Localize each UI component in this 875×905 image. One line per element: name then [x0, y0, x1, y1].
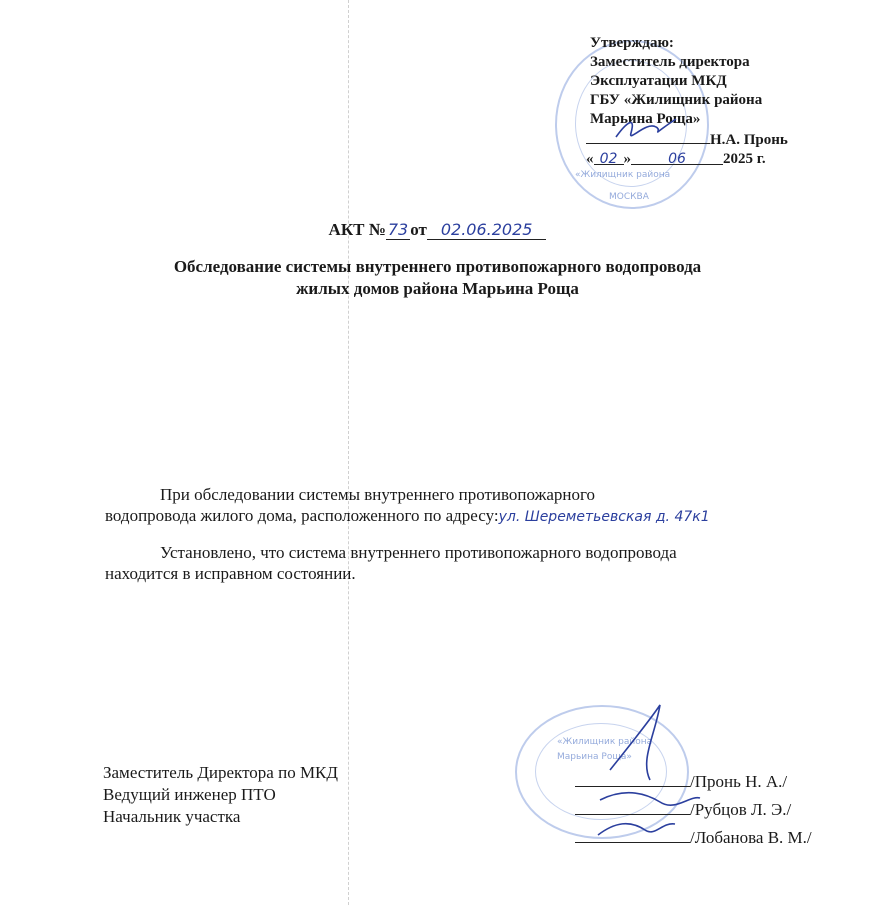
body-para2-line1: Установлено, что система внутреннего противопожарного водопровода [160, 543, 677, 562]
signer-row [575, 796, 812, 824]
signer-row [575, 824, 812, 852]
stamp-top-city: МОСКВА [609, 192, 649, 202]
signer-names [575, 768, 812, 852]
body-para1-line1: При обследовании системы внутреннего противопожарного [160, 485, 596, 504]
signature-line [575, 772, 690, 787]
signer-positions [103, 762, 338, 828]
act-from: от [410, 220, 427, 239]
act-prefix: АКТ № [328, 220, 386, 239]
approval-signature-line [586, 129, 710, 144]
signature-line [575, 800, 690, 815]
signer-position: Начальник участка [103, 807, 241, 826]
approval-signer-name: Н.А. Пронь [710, 132, 788, 148]
body-para1-line2 [105, 505, 845, 528]
act-subject [0, 256, 875, 300]
fold-line [348, 0, 349, 905]
body-address: ул. Шереметьевская д. 47к1 [498, 509, 710, 525]
signer-row [575, 768, 812, 796]
paragraph-gap [105, 528, 845, 542]
approval-date-row: « 02 » 06 2025 г. [586, 151, 766, 167]
approval-month: 06 [631, 150, 723, 165]
stamp-bottom-text-top: «Жилищник района [557, 737, 653, 747]
approval-line: Эксплуатации МКД [590, 73, 727, 89]
approval-signature-row [586, 129, 788, 150]
act-title [0, 220, 875, 240]
act-body [105, 484, 845, 584]
signer-name: /Пронь Н. А./ [690, 772, 788, 791]
signer-name: /Рубцов Л. Э./ [690, 800, 792, 819]
signer-position: Заместитель Директора по МКД [103, 763, 338, 782]
body-para1-line2-text: водопровода жилого дома, расположенного по адресу: [105, 506, 499, 525]
approval-line: ГБУ «Жилищник района [590, 92, 763, 108]
stamp-bottom-text-bottom: Марьина Роща» [557, 752, 632, 762]
approval-line: Заместитель директора [590, 54, 750, 70]
subject-line-1: Обследование системы внутреннего противопожарного водопровода [173, 257, 702, 276]
act-number: 73 [387, 220, 409, 239]
stamp-top-text: «Жилищник района [575, 170, 671, 180]
signer-position: Ведущий инженер ПТО [103, 785, 276, 804]
act-date: 02.06.2025 [427, 220, 547, 240]
approval-block [586, 34, 788, 169]
approval-line: Марьина Роща» [590, 111, 701, 127]
body-para2-line2: находится в исправном состоянии. [105, 564, 356, 583]
signature-line [575, 828, 690, 843]
approval-line: Утверждаю: [590, 35, 674, 51]
subject-line-2: жилых домов района Марьина Роща [296, 279, 579, 298]
approval-day: 02 [594, 150, 624, 165]
signer-name: /Лобанова В. М./ [690, 828, 812, 847]
approval-year: 2025 г. [723, 151, 766, 167]
approval-signature-mark [586, 113, 710, 143]
